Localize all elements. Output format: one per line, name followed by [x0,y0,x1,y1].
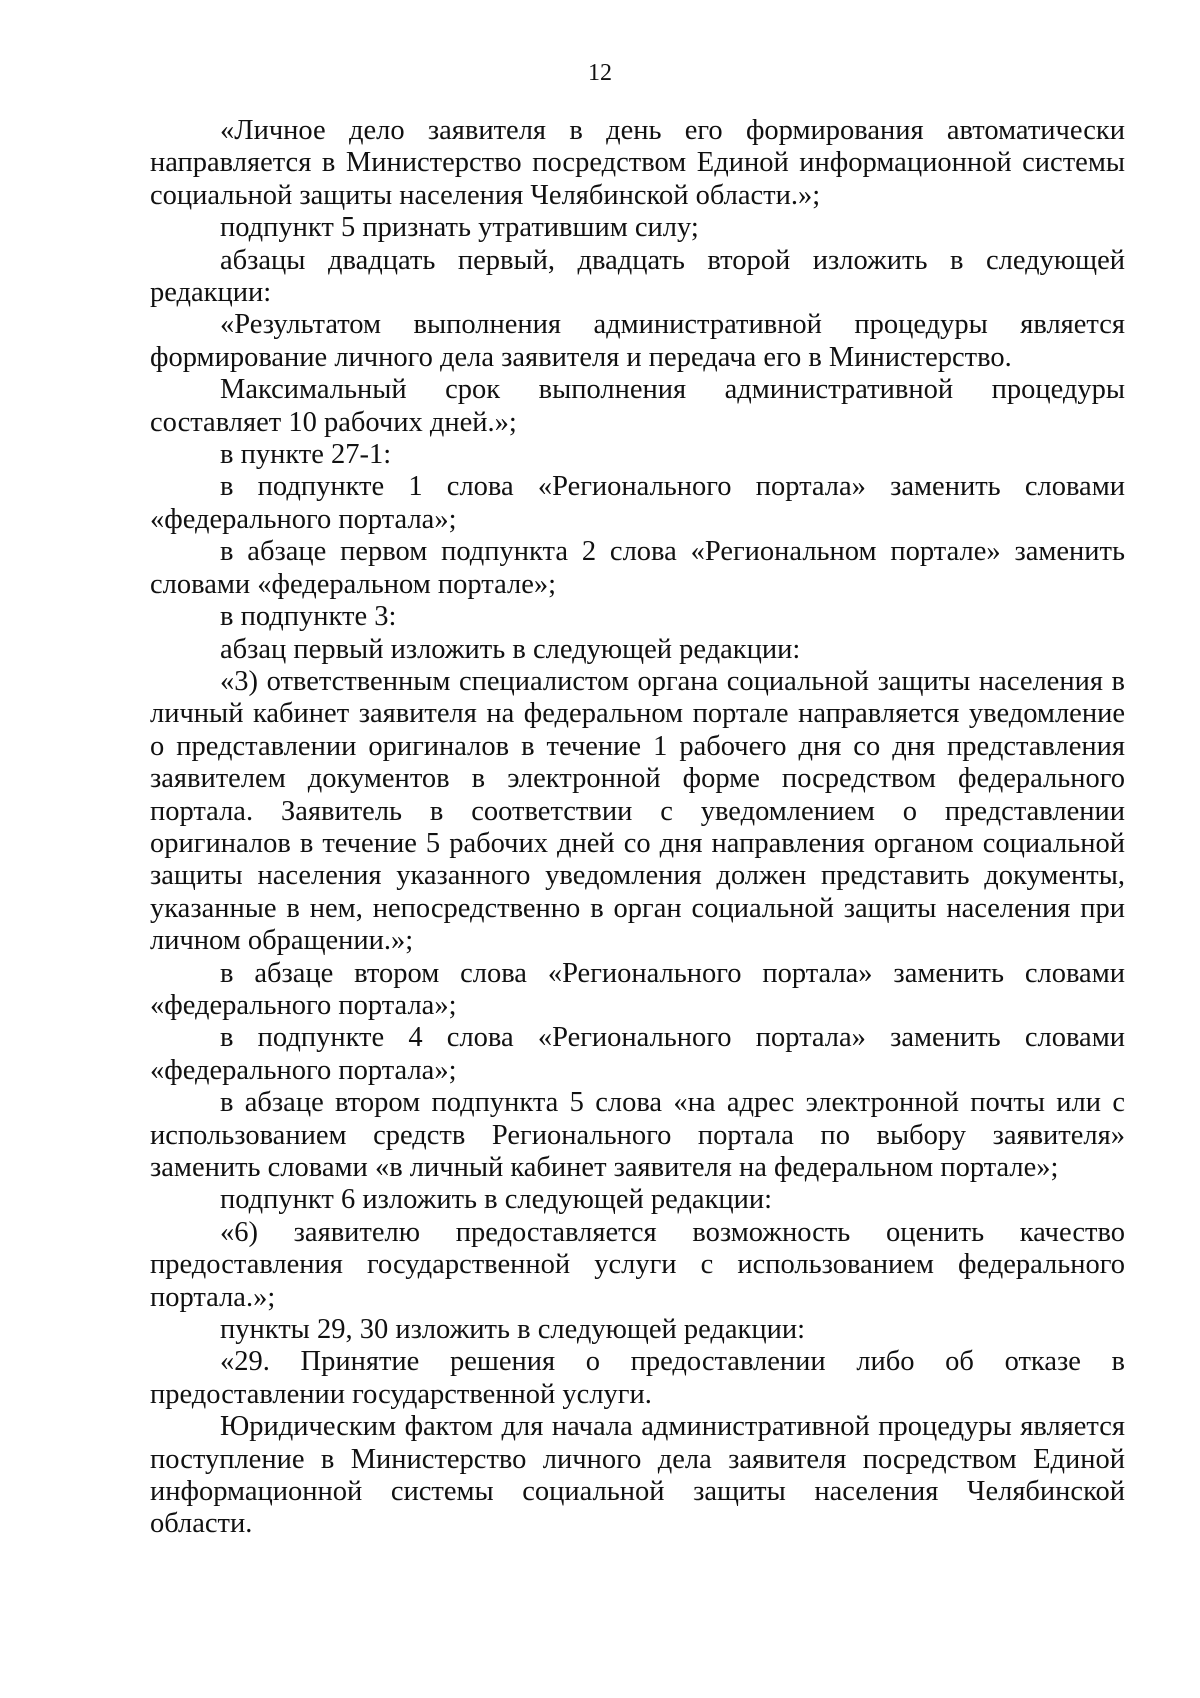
paragraph: в подпункте 4 слова «Регионального портала» заменить словами «федерального портала»; [150,1022,1125,1086]
paragraph: «6) заявителю предоставляется возможность оценить качество предоставления государственной услуги с использованием федерального портала.»; [150,1216,1125,1313]
paragraph: пункты 29, 30 изложить в следующей редакции: [220,1314,806,1346]
paragraph: абзацы двадцать первый, двадцать второй изложить в следующей редакции: [150,244,1125,309]
paragraph: в абзаце первом подпункта 2 слова «Региональном портале» заменить словами «федеральном портале»; [150,536,1125,600]
paragraph: абзац первый изложить в следующей редакции: [220,633,801,665]
paragraph: Максимальный срок выполнения административной процедуры составляет 10 рабочих дней.»; [150,374,1125,438]
paragraph: в подпункте 1 слова «Регионального портала» заменить словами «федерального портала»; [150,471,1125,535]
paragraph: в подпункте 3: [220,601,397,633]
paragraph: «Результатом выполнения административной процедуры является формирование личного дела заявителя и передача его в Министерство. [150,309,1125,373]
paragraph: «29. Принятие решения о предоставлении либо об отказе в предоставлении государственной услуги. [150,1346,1125,1410]
paragraph: «3) ответственным специалистом органа социальной защиты населения в личный кабинет заявителя на федеральном портале направляется уведомление о представлении оригиналов в течение 1 рабочего дня со дня представления заявителем документов в электронной форме посредством федерального портала. Заявитель в соответствии с уведомлением о представлении оригиналов в течение 5 рабочих дней со дня направления органом социальной защиты населения указанного уведомления должен представить документы, указанные в нем, непосредственно в орган социальной защиты населения при личном обращении.»; [150,665,1125,957]
page-number: 12 [588,60,612,86]
paragraph: в абзаце втором слова «Регионального портала» заменить словами «федерального портала»; [150,957,1125,1021]
paragraph: Юридическим фактом для начала административной процедуры является поступление в Министерство личного дела заявителя посредством Единой информационной системы социальной защиты населения Челябинской области. [150,1411,1125,1540]
paragraph: «Личное дело заявителя в день его формирования автоматически направляется в Министерство посредством Единой информационной системы социальной защиты населения Челябинской области.»; [150,115,1125,211]
paragraph: подпункт 6 изложить в следующей редакции: [220,1184,773,1216]
paragraph: в абзаце втором подпункта 5 слова «на адрес электронной почты или с использованием средств Регионального портала по выбору заявителя» заменить словами «в личный кабинет заявителя на федеральном портале»; [150,1087,1125,1183]
paragraph: подпункт 5 признать утратившим силу; [220,212,699,244]
document-body [150,115,1125,1541]
paragraph: в пункте 27-1: [220,439,392,471]
